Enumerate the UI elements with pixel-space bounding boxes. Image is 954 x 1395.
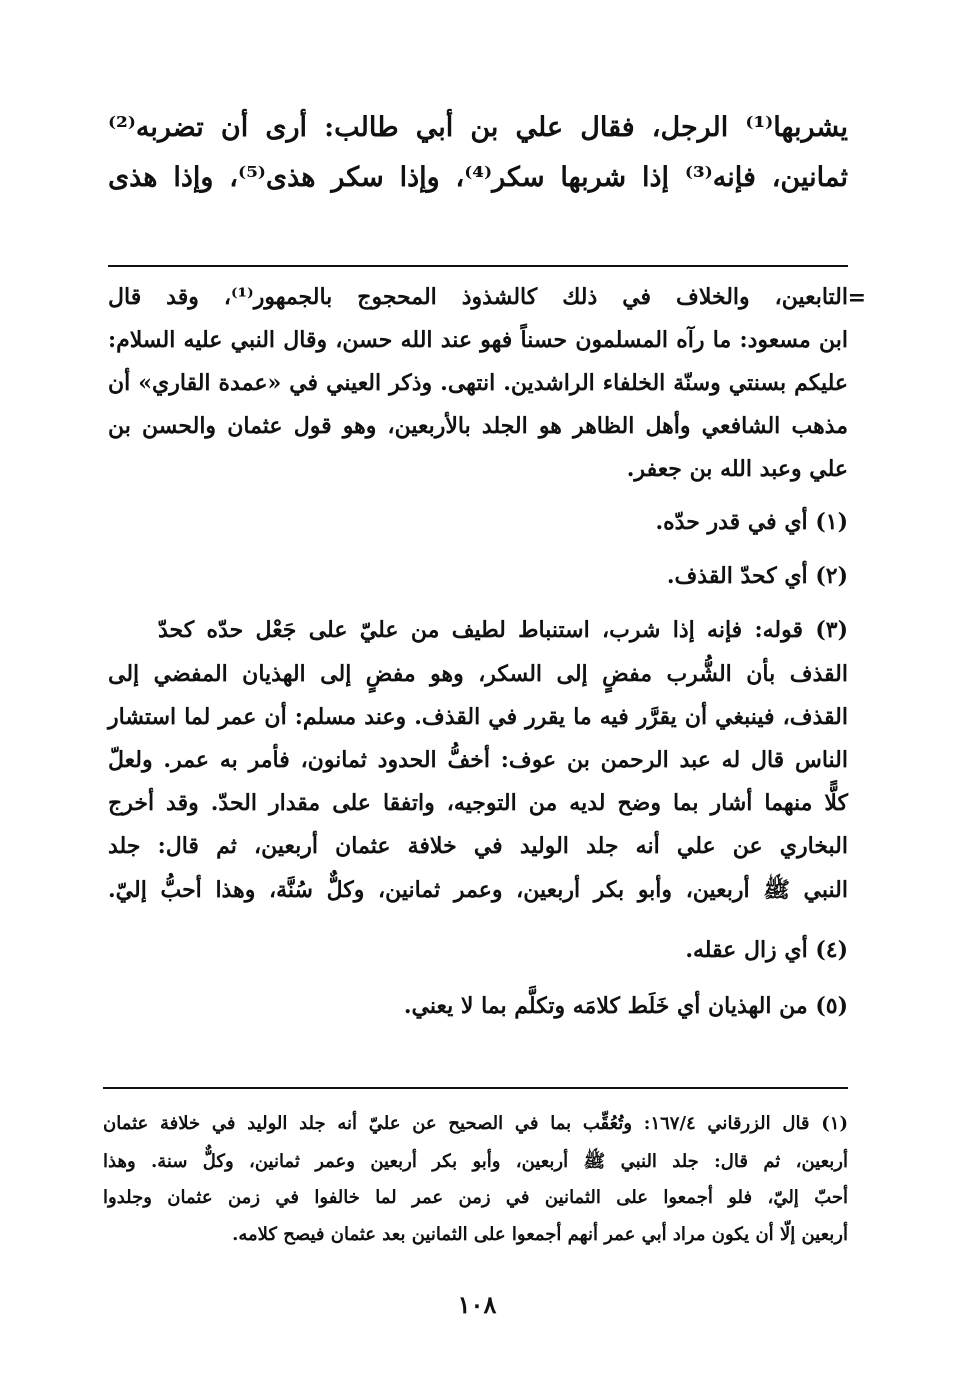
footnote-line: كلًّا منهما أشار بما وضح لديه من التوجيه، واتفقا على مقدار الحدّ. وقد أخرج [108, 790, 848, 816]
footnote-separator [108, 265, 848, 267]
subnote-line: أربعين إلّا أن يكون مراد أبي عمر أنهم أجمعوا على الثمانين بعد عثمان فيصح كلامه. [232, 1224, 848, 1245]
footnote-line: مذهب الشافعي وأهل الظاهر هو الجلد بالأربعين، وهو قول عثمان والحسن بن [108, 413, 848, 439]
footnote-line: ابن مسعود: ما رآه المسلمون حسناً فهو عند الله حسن، وقال النبي عليه السلام: [108, 327, 848, 353]
footnote-1: (١) أي في قدر حدّه. [655, 509, 848, 535]
continuation-mark: = [847, 285, 866, 311]
subnote-separator [103, 1087, 848, 1089]
subnote-line: أربعين، ثم قال: جلد النبي ﷺ أربعين، وأبو بكر أربعين وعمر ثمانين، وكلٌّ سنة. وهذا [103, 1151, 848, 1172]
subnote-line: (١) قال الزرقاني ١٦٧/٤: وتُعُقِّب بما في الصحيح عن عليّ أنه جلد الوليد في خلافة عثمان [103, 1113, 848, 1134]
page-number: ١٠٨ [457, 1290, 497, 1319]
main-text-line-2: ثمانين، فإنه⁽³⁾ إذا شربها سكر⁽⁴⁾، وإذا سكر هذى⁽⁵⁾، وإذا هذى [108, 162, 848, 193]
footnote-line: القذف، فينبغي أن يقرَّر فيه ما يقرر في القذف. وعند مسلم: أن عمر لما استشار [108, 704, 848, 730]
footnote-line: الناس قال له عبد الرحمن بن عوف: أخفُّ الحدود ثمانون، فأمر به عمر. ولعلّ [108, 747, 848, 773]
footnote-line: القذف بأن الشُّرب مفضٍ إلى السكر، وهو مفضٍ إلى الهذيان المفضي إلى [108, 661, 848, 687]
main-text-line-1: يشربها⁽¹⁾ الرجل، فقال علي بن أبي طالب: أرى أن تضربه⁽²⁾ [108, 112, 848, 143]
footnote-4: (٤) أي زال عقله. [685, 937, 848, 963]
footnote-line: البخاري عن علي أنه جلد الوليد في خلافة عثمان أربعين، ثم قال: جلد [108, 833, 848, 859]
subnote-line: أحبّ إليّ، فلو أجمعوا على الثمانين في زمن عمر لما خالفوا في زمن عثمان وجلدوا [103, 1187, 848, 1208]
footnote-3: (٣) قوله: فإنه إذا شرب، استنباط لطيف من عليّ على جَعْل حدّه كحدّ [158, 617, 848, 643]
footnote-2: (٢) أي كحدّ القذف. [666, 563, 848, 589]
footnote-line: عليكم بسنتي وسنّة الخلفاء الراشدين. انتهى. وذكر العيني في «عمدة القاري» أن [108, 370, 848, 396]
footnote-line: التابعين، والخلاف في ذلك كالشذوذ المحجوج بالجمهور⁽¹⁾، وقد قال [108, 284, 848, 310]
footnote-line: النبي ﷺ أربعين، وأبو بكر أربعين، وعمر ثمانين، وكلٌّ سُنَّة، وهذا أحبُّ إليّ. [108, 877, 848, 903]
footnote-line: علي وعبد الله بن جعفر. [626, 456, 848, 482]
footnote-5: (٥) من الهذيان أي خَلَط كلامَه وتكلَّم بما لا يعني. [403, 993, 848, 1019]
